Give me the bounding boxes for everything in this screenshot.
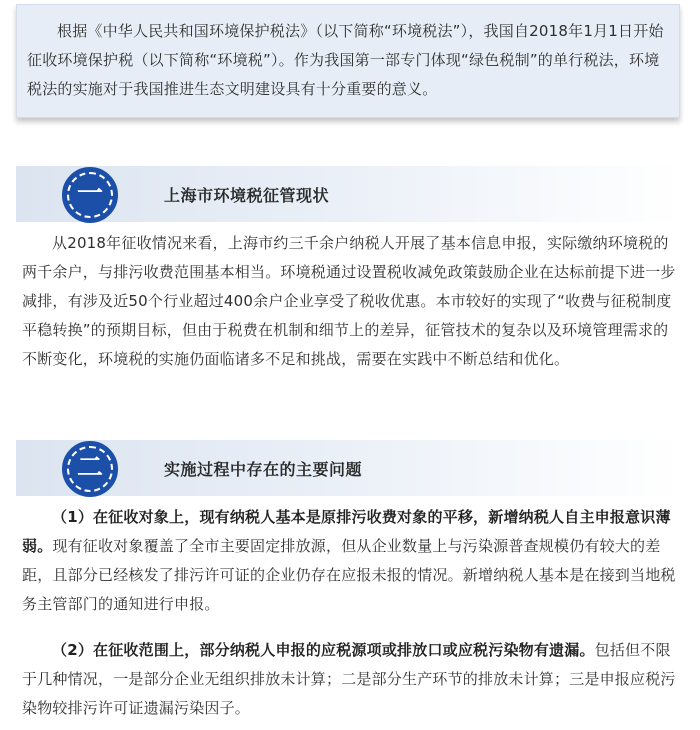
section-header-1 <box>16 166 680 222</box>
problem-1-paragraph <box>22 503 678 619</box>
problem-2-text: 包括但不限于几种情况，一是部分企业无组织排放未计算；二是部分生产环节的排放未计算；三是申报应税污染物较排污许可证遗漏污染因子。 <box>22 641 676 717</box>
section-1-paragraph: 从2018年征收情况来看，上海市约三千余户纳税人开展了基本信息申报，实际缴纳环境税的两千余户，与排污收费范围基本相当。环境税通过设置税收减免政策鼓励企业在达标前提下进一步减排，有涉及近50个行业超过400余户企业享受了税收优惠。本市较好的实现了“收费与征税制度平稳转换”的预期目标，但由于税费在机制和细节上的差异，征管技术的复杂以及环境管理需求的不断变化，环境税的实施仍面临诸多不足和挑战，需要在实践中不断总结和优化。 <box>22 234 676 368</box>
section-number-1: 一 <box>76 179 103 209</box>
section-number-2: 二 <box>76 453 103 483</box>
problem-2-heading: （2）在征收范围上，部分纳税人申报的应税源项或排放口或应税污染物有遗漏。 <box>52 641 595 659</box>
problem-2-paragraph <box>22 636 678 723</box>
intro-box <box>16 4 680 118</box>
section-number-badge-1 <box>62 167 118 223</box>
section-header-2 <box>16 440 680 496</box>
intro-paragraph: 根据《中华人民共和国环境保护税法》（以下简称“环境税法”），我国自2018年1月1日开始征收环境保护税（以下简称“环境税”）。作为我国第一部专门体现“绿色税制”的单行税法，环境税法的实施对于我国推进生态文明建设具有十分重要的意义。 <box>27 22 664 98</box>
section-title-1: 上海市环境税征管现状 <box>164 186 330 205</box>
section-title-2: 实施过程中存在的主要问题 <box>164 460 363 479</box>
section-number-badge-2 <box>62 441 118 497</box>
problem-1-heading: （1）在征收对象上，现有纳税人基本是原排污收费对象的平移，新增纳税人自主申报意识薄弱。 <box>22 508 671 555</box>
problem-1-text: 现有征收对象覆盖了全市主要固定排放源，但从企业数量上与污染源普查规模仍有较大的差距，且部分已经核发了排污许可证的企业仍存在应报未报的情况。新增纳税人基本是在接到当地税务主管部门的通知进行申报。 <box>22 537 676 613</box>
